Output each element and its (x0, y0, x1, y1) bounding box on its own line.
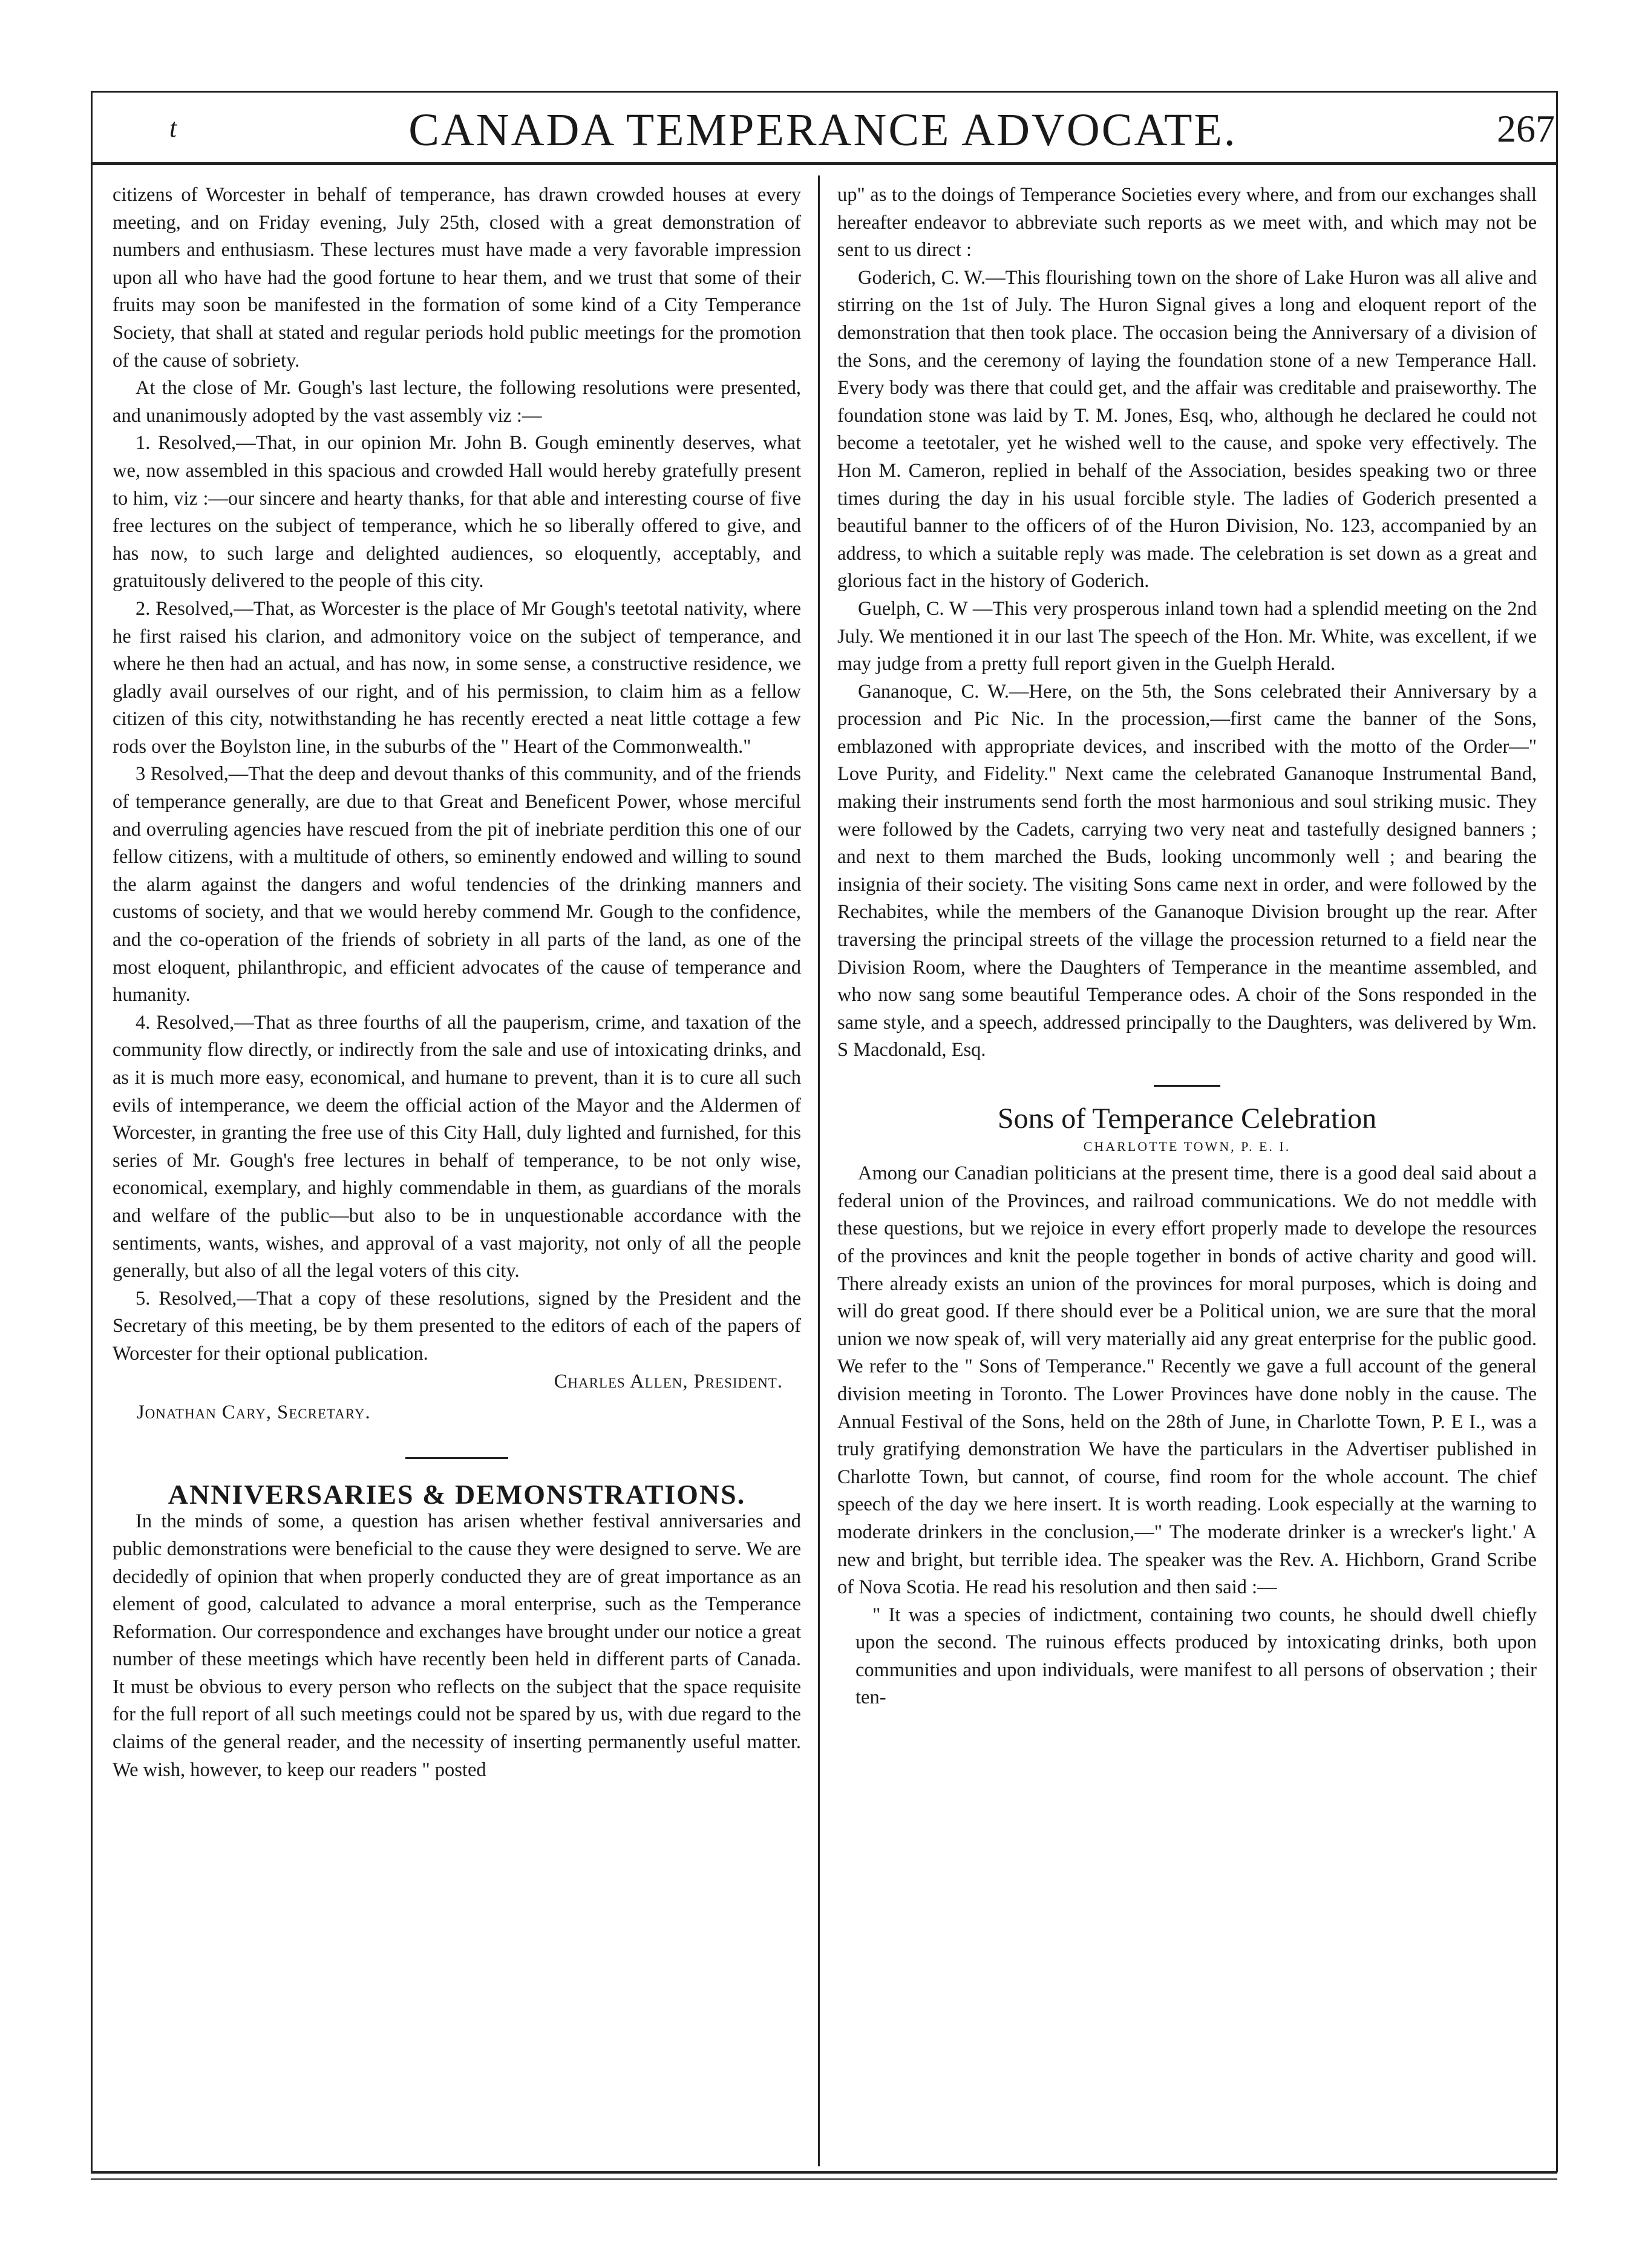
right-column (837, 182, 1537, 1712)
left-column (113, 182, 801, 1784)
right-border-rule (1556, 91, 1558, 2172)
page-number: 267 (1497, 107, 1555, 150)
anniversaries-paragraph: In the minds of some, a question has arisen whether festival anniversaries and public demonstrations were beneficial to the cause they were designed to serve. We are decidedly of opinion that when properly conducted they are of great importance as an element of good, calculated to advance a moral enterprise, such as the Temperance Reformation. Our correspondence and exchanges have brought under our notice a great number of these meetings which have recently been held in different parts of Canada. It must be obvious to every person who reflects on the subject that the space requisite for the full report of all such meetings could not be spared by us, with due regard to the claims of the general reader, and the necessity of inserting permanently useful matter. We wish, however, to keep our readers " posted (113, 1510, 801, 1781)
section-heading-sons-celebration: Sons of Temperance Celebration (997, 1103, 1377, 1135)
resolution-2: 2. Resolved,—That, as Worcester is the place of Mr Gough's teetotal nativity, where he first raised his clarion, and admonitory voice on the subject of temperance, and where he then had an actual, and has now, in some sense, a constructive residence, we gladly avail ourselves of our right, and of his permission, to claim him as a fellow citizen of this city, notwithstanding he has recently erected a neat little cottage a few rods over the Boylston line, in the suburbs of the " Heart of the Commonwealth." (113, 597, 801, 758)
continued-paragraph: up" as to the doings of Temperance Societies every where, and from our exchanges shall hereafter endeavor to abbreviate such reports as we meet with, and which may not be sent to us direct : (837, 184, 1537, 261)
president-signature: Charles Allen, President. (554, 1370, 783, 1392)
guelph-report: Guelph, C. W —This very prosperous inland town had a splendid meeting on the 2nd July. We mentioned it in our last The speech of the Hon. Mr. White, was excellent, if we may judge from a pretty full report given in the Guelph Herald. (837, 597, 1537, 675)
goderich-report: Goderich, C. W.—This flourishing town on the shore of Lake Huron was all alive and stirring on the 1st of July. The Huron Signal gives a long and eloquent report of the demonstration that then took place. The occasion being the Anniversary of a division of the Sons, and the ceremony of laying the foundation stone of a new Temperance Hall. Every body was there that could get, and the affair was creditable and praiseworthy. The foundation stone was laid by T. M. Jones, Esq, who, although he declared he could not become a teetotaler, yet he wished well to the cause, and spoke very effectively. The Hon M. Cameron, replied in behalf of the Association, besides speaking two or three times during the day in his usual forcible style. The ladies of Goderich presented a beautiful banner to the officers of of the Huron Division, No. 123, accompanied by an address, to which a suitable reply was made. The celebration is set down as a great and glorious fact in the history of Goderich. (837, 266, 1537, 592)
resolution-5: 5. Resolved,—That a copy of these resolutions, signed by the President and the Secretary of this meeting, be by them presented to the editors of each of the papers of Worcester for their optional publication. (113, 1287, 801, 1365)
speech-quote (837, 1602, 1537, 1712)
resolution-3: 3 Resolved,—That the deep and devout thanks of this community, and of the friends of temperance generally, are due to that Great and Beneficent Power, whose merciful and overruling agencies have rescued from the pit of inebriate perdition this one of our fellow citizens, with a multitude of others, so eminently endowed and willing to sound the alarm against the dangers and woful tendencies of the drinking manners and customs of society, and that we would hereby commend Mr. Gough to the confidence, and the co-operation of the friends of sobriety in all parts of the land, as one of the most eloquent, philanthropic, and efficient advocates of the cause of temperance and humanity. (113, 763, 801, 1006)
article-intro-paragraph: citizens of Worcester in behalf of temperance, has drawn crowded houses at every meeting, and on Friday evening, July 25th, closed with a great demonstration of numbers and enthusiasm. These lectures must have made a very favorable impression upon all who have had the good fortune to hear them, and we trust that some of their fruits may soon be manifested in the formation of some kind of a City Temperance Society, that shall at stated and regular periods hold public meetings for the promotion of the cause of sobriety. (113, 184, 801, 372)
resolution-1: 1. Resolved,—That, in our opinion Mr. John B. Gough eminently deserves, what we, now assembled in this spacious and crowded Hall would hereby gratefully present to him, viz :—our sincere and hearty thanks, for that able and interesting course of five free lectures on the subject of temperance, which he so liberally offered to give, and has now, to such large and delighted audiences, so eloquently, acceptably, and gratuitously delivered to the people of this city. (113, 432, 801, 592)
top-border-rule (91, 91, 1557, 93)
left-border-rule (91, 91, 93, 2172)
header-underline-rule (91, 162, 1557, 165)
section-heading-anniversaries: ANNIVERSARIES & DEMONSTRATIONS. (168, 1478, 746, 1510)
page-header (91, 102, 1555, 156)
column-divider-rule (818, 175, 820, 2166)
bottom-border-rule-thin (91, 2178, 1557, 2180)
resolutions-intro-paragraph: At the close of Mr. Gough's last lecture, the following resolutions were presented, and unanimously adopted by the vast assembly viz :— (113, 377, 801, 427)
secretary-signature: Jonathan Cary, Secretary. (137, 1401, 371, 1424)
celebration-paragraph: Among our Canadian politicians at the present time, there is a good deal said about a federal union of the Provinces, and railroad communications. We do not meddle with these questions, but we rejoice in every effort properly made to develope the resources of the provinces and knit the people together in bonds of active charity and good will. There already exists an union of the provinces for moral purposes, which is doing and will do great good. If there should ever be a Political union, we are sure that the moral union we now speak of, will very materially aid any great enterprise for the public good. We refer to the " Sons of Temperance." Recently we gave a full account of the general division meeting in Toronto. The Lower Provinces have done nobly in the cause. The Annual Festival of the Sons, held on the 28th of June, in Charlotte Town, P. E I., was a truly gratifying demonstration We have the particulars in the Advertiser published in Charlotte Town, but cannot, of course, find room for the whole account. The chief speech of the day we here insert. It is worth reading. Look especially at the warning to moderate drinkers in the conclusion,—" The moderate drinker is a wrecker's light.' A new and bright, but terrible idea. The speaker was the Rev. A. Hichborn, Grand Scribe of Nova Scotia. He read his resolution and then said :— (837, 1162, 1537, 1599)
page-title: CANADA TEMPERANCE ADVOCATE. (408, 105, 1237, 156)
resolution-4: 4. Resolved,—That as three fourths of all the pauperism, crime, and taxation of the community flow directly, or indirectly from the sale and use of intoxicating drinks, and as it is much more easy, economical, and humane to prevent, than it is to cure all such evils of intemperance, we deem the official action of the Mayor and the Aldermen of Worcester, in granting the free use of this City Hall, duly lighted and furnished, for this series of Mr. Gough's free lectures in behalf of temperance, to be not only wise, economical, exemplary, and highly commendable in them, as guardians of the morals and welfare of the public—but also to be in unquestionable accordance with the sentiments, wants, wishes, and approval of a vast majority, not only of all the people generally, but also of all the legal voters of this city. (113, 1011, 801, 1282)
section-divider-right (1154, 1085, 1220, 1087)
header-mark: t (169, 113, 177, 143)
section-divider (405, 1457, 508, 1459)
speech-quote-text: " It was a species of indictment, containing two counts, he should dwell chiefly upon the second. The ruinous effects produced by intoxicating drinks, both upon communities and upon individuals, were manifest to all persons of observation ; their ten- (855, 1604, 1537, 1709)
gananoque-report: Gananoque, C. W.—Here, on the 5th, the Sons celebrated their Anniversary by a procession and Pic Nic. In the procession,—first came the banner of the Sons, emblazoned with appropriate devices, and inscribed with the motto of the Order—" Love Purity, and Fidelity." Next came the celebrated Gananoque Instrumental Band, making their instruments send forth the most harmonious and soul striking music. They were followed by the Cadets, carrying two very neat and tastefully designed banners ; and next to them marched the Buds, looking uncommonly well ; and bearing the insignia of their society. The visiting Sons came next in order, and were followed by the Rechabites, while the members of the Gananoque Division brought up the rear. After traversing the principal streets of the village the procession returned to a field near the Division Room, where the Daughters of Temperance in the meantime assembled, and who now sang some beautiful Temperance odes. A choir of the Sons responded in the same style, and a speech, addressed principally to the Daughters, was delivered by Wm. S Macdonald, Esq. (837, 680, 1537, 1061)
bottom-border-rule (91, 2171, 1557, 2174)
section-subheading-location: CHARLOTTE TOWN, P. E. I. (1083, 1138, 1291, 1154)
